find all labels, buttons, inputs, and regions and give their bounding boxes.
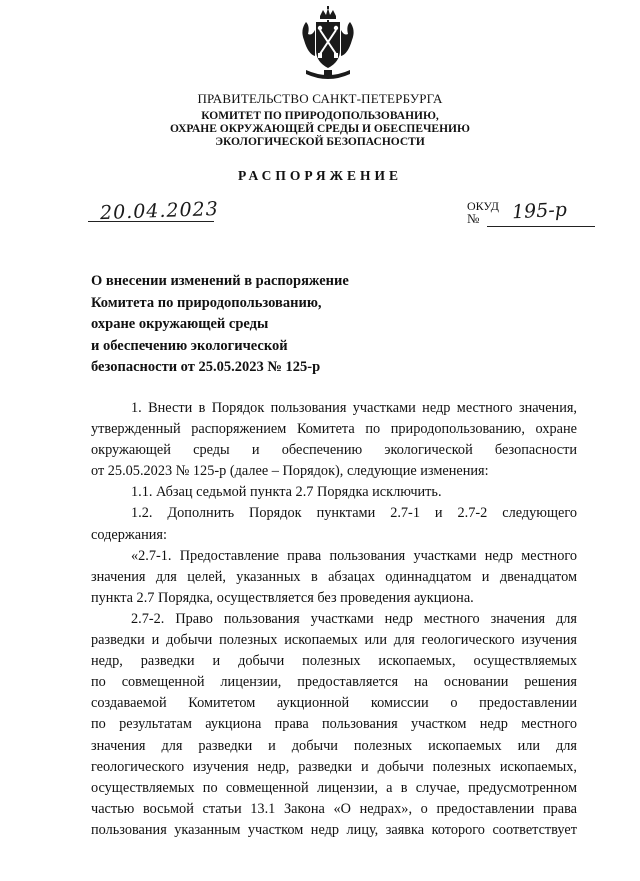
body-line: значения для разведки и добычи полезных ископаемых или для [91,737,577,754]
document-body [91,398,577,841]
body-line: окружающей среды и обеспечению экологической безопасности [91,442,577,459]
body-line: разведки и добычи полезных ископаемых или для геологического изучения [91,632,577,649]
saint-petersburg-coat-of-arms-icon [296,6,360,84]
title-line: О внесении изменений в распоряжение [91,273,349,289]
body-line: 2.7-2. Право пользования участками недр местного значения для [131,610,577,627]
body-line: недр, разведки и добычи полезных ископаемых, осуществляемых [91,653,577,670]
body-line: создаваемой Комитетом аукционной комиссии о предоставлении [91,695,577,712]
date-underline [88,221,214,222]
body-line: геологического изучения недр, разведки и добычи полезных ископаемых, [91,758,577,775]
title-line: Комитета по природопользованию, [91,294,322,311]
body-line: от 25.05.2023 № 125-р (далее – Порядок), следующие изменения: [91,463,489,480]
body-line: 1.1. Абзац седьмой пункта 2.7 Порядка исключить. [131,484,442,501]
number-sign: № [467,211,480,226]
committee-line: КОМИТЕТ ПО ПРИРОДОПОЛЬЗОВАНИЮ, [201,110,439,122]
body-line: «2.7-1. Предоставление права пользования участками недр местного [131,547,577,564]
body-line: пользования указанным участком недр лицу, заявка которого соответствует [91,821,577,838]
body-line: 1.2. Дополнить Порядок пунктами 2.7-1 и 2.7-2 следующего [131,505,577,522]
committee-name [0,110,640,149]
committee-line: ОХРАНЕ ОКРУЖАЮЩЕЙ СРЕДЫ И ОБЕСПЕЧЕНИЮ [170,123,470,135]
government-name: ПРАВИТЕЛЬСТВО САНКТ-ПЕТЕРБУРГА [197,91,443,106]
handwritten-date: 20.04.2023 [99,197,220,225]
committee-line: ЭКОЛОГИЧЕСКОЙ БЕЗОПАСНОСТИ [215,136,425,148]
title-line: и обеспечению экологической [91,337,288,354]
body-line: содержания: [91,526,167,543]
body-line: по результатам аукциона права пользования участком недр местного [91,716,577,733]
number-underline [487,226,595,227]
body-line: осуществляемых по совмещенной лицензии, а в случае, предусмотренном [91,779,577,796]
body-line: по совмещенной лицензии, предоставляется на основании решения [91,674,577,691]
document-type: РАСПОРЯЖЕНИЕ [237,168,403,183]
body-line: 1. Внести в Порядок пользования участками недр местного значения, [131,400,577,416]
body-line: пункта 2.7 Порядка, осуществляется без проведения аукциона. [91,589,474,606]
body-line: утвержденный распоряжением Комитета по природопользованию, охране [91,421,577,438]
title-line: охране окружающей среды [91,316,269,332]
okud-label: ОКУД [467,199,499,213]
body-line: частью восьмой статьи 13.1 Закона «О недрах», о предоставлении права [91,800,577,817]
body-line: значения для целей, указанных в абзацах одиннадцатом и двенадцатом [91,568,577,585]
document-title [91,271,349,379]
handwritten-number: 195-р [511,198,568,224]
title-line: безопасности от 25.05.2023 № 125-р [91,359,321,375]
